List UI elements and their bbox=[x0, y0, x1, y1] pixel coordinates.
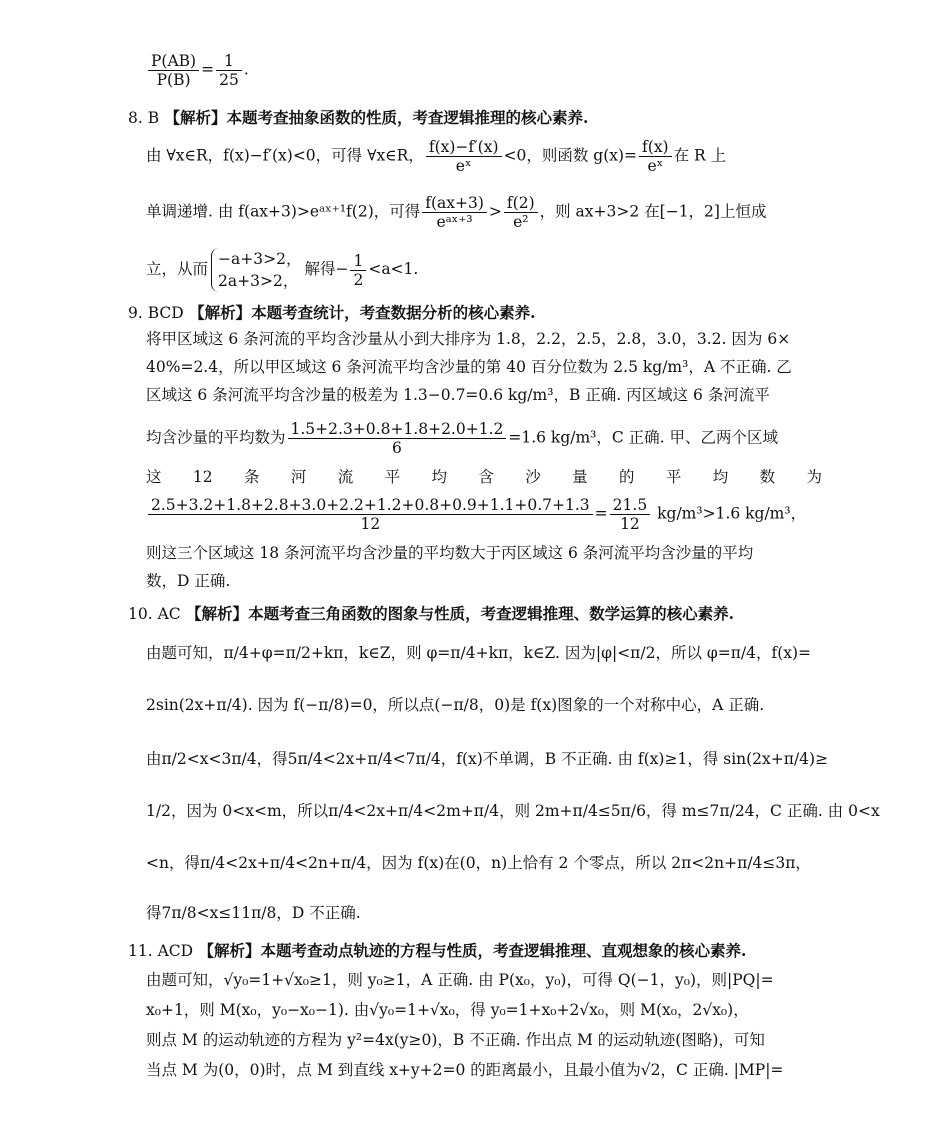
q8-half-fraction: $\frac{1}{2}$ bbox=[350, 252, 366, 289]
q9-line-5-justified: 这 12 条 河 流 平 均 含 沙 量 的 平 均 数 为 bbox=[146, 468, 822, 486]
q9-line-8: 数，D 正确. bbox=[146, 572, 231, 590]
q8-derivative-fraction: $\frac{f(x)-f'(x)}{\text{eˣ}}$ bbox=[426, 138, 502, 175]
q8-line-2: 单调递增. 由 f(ax+3)>eᵃˣ⁺¹f(2)，可得 $\frac{f(ax+3)}{\text{eᵃˣ⁺³}}$ > $\frac{f(2)}{\text{e²}}$ ，则 ax+3>2 在[−1，2]上恒成 bbox=[146, 194, 767, 231]
q8-g-fraction: $\frac{f(x)}{\text{eˣ}}$ bbox=[639, 138, 672, 175]
q8-right-fraction: $\frac{f(2)}{\text{e²}}$ bbox=[504, 194, 538, 231]
q8-line-1: 由 ∀x∈R，f(x)−f′(x)<0，可得 ∀x∈R， $\frac{f(x)-f'(x)}{\text{eˣ}}$ <0，则函数 g(x)= $\frac{f(x)}{\text{eˣ}}$ 在 R 上 bbox=[146, 138, 727, 175]
q8-left-fraction: $\frac{f(ax+3)}{\text{eᵃˣ⁺³}}$ bbox=[422, 194, 487, 231]
q8-inequality-system: −a+3>2， 2a+3>2， bbox=[211, 248, 301, 292]
q9-twelve-mean-fraction: $\frac{2.5+3.2+1.8+2.8+3.0+2.2+1.2+0.8+0.9+1.1+0.7+1.3}{12}$ bbox=[148, 496, 593, 533]
q11-line-4: 当点 M 为(0，0)时，点 M 到直线 x+y+2=0 的距离最小，且最小值为√2，C 正确. |MP|= bbox=[146, 1061, 784, 1079]
q11-heading: 11. ACD 【解析】本题考查动点轨迹的方程与性质，考查逻辑推理、直观想象的核心素养. bbox=[128, 941, 747, 960]
q10-line-4: 1/2，因为 0<x<m，所以π/4<2x+π/4<2m+π/4，则 2m+π/4≤5π/6，得 m≤7π/24，C 正确. 由 0<x bbox=[146, 802, 880, 820]
q8-heading: 8. B 【解析】本题考查抽象函数的性质，考查逻辑推理的核心素养. bbox=[128, 108, 589, 127]
q9-line-4: 均含沙量的平均数为 $\frac{1.5+2.3+0.8+1.8+2.0+1.2}{6}$ =1.6 kg/m³，C 正确. 甲、乙两个区域 bbox=[146, 420, 779, 457]
q9-line-6: $\frac{2.5+3.2+1.8+2.8+3.0+2.2+1.2+0.8+0.9+1.1+0.7+1.3}{12}$ = $\frac{21.5}{12}$ kg/m³>1.6 kg/m³， bbox=[146, 496, 806, 533]
q11-line-1: 由题可知，√y₀=1+√x₀≥1，则 y₀≥1，A 正确. 由 P(x₀，y₀)，可得 Q(−1，y₀)，则|PQ|= bbox=[146, 971, 774, 989]
q9-c-mean-fraction: $\frac{1.5+2.3+0.8+1.8+2.0+1.2}{6}$ bbox=[288, 420, 507, 457]
q9-line-1: 将甲区域这 6 条河流的平均含沙量从小到大排序为 1.8，2.2，2.5，2.8，3.0，3.2. 因为 6× bbox=[146, 330, 791, 348]
q10-line-3: 由π/2<x<3π/4，得5π/4<2x+π/4<7π/4，f(x)不单调，B 不正确. 由 f(x)≥1，得 sin(2x+π/4)≥ bbox=[146, 750, 829, 768]
probability-value-fraction: $\frac{1}{25}$ bbox=[216, 52, 242, 89]
q11-line-2: x₀+1，则 M(x₀，y₀−x₀−1). 由√y₀=1+√x₀，得 y₀=1+x₀+2√x₀，则 M(x₀，2√x₀)， bbox=[146, 1001, 749, 1019]
q10-line-2: 2sin(2x+π/4). 因为 f(−π/8)=0，所以点(−π/8，0)是 f(x)图象的一个对称中心，A 正确. bbox=[146, 696, 765, 714]
q10-heading: 10. AC 【解析】本题考查三角函数的图象与性质，考查逻辑推理、数学运算的核心素养. bbox=[128, 604, 734, 623]
q9-line-7: 则这三个区域这 18 条河流平均含沙量的平均数大于丙区域这 6 条河流平均含沙量的平均 bbox=[146, 544, 754, 562]
q11-line-3: 则点 M 的运动轨迹的方程为 y²=4x(y≥0)，B 不正确. 作出点 M 的运动轨迹(图略)，可知 bbox=[146, 1031, 765, 1049]
top-probability-line: $\frac{P(AB)}{P(B)}$ = $\frac{1}{25}$ . bbox=[146, 52, 249, 89]
q9-line-2: 40%=2.4，所以甲区域这 6 条河流平均含沙量的第 40 百分位数为 2.5 kg/m³，A 不正确. 乙 bbox=[146, 358, 792, 376]
q9-line-3: 区域这 6 条河流平均含沙量的极差为 1.3−0.7=0.6 kg/m³，B 正确. 丙区域这 6 条河流平 bbox=[146, 386, 770, 404]
conditional-probability-fraction: $\frac{P(AB)}{P(B)}$ bbox=[148, 52, 199, 89]
q10-line-6: 得7π/8<x≤11π/8，D 不正确. bbox=[146, 904, 361, 922]
q8-line-3: 立，从而 −a+3>2， 2a+3>2， 解得− $\frac{1}{2}$ <a<1. bbox=[146, 250, 419, 290]
q10-line-1: 由题可知，π/4+φ=π/2+kπ，k∈Z，则 φ=π/4+kπ，k∈Z. 因为|φ|<π/2，所以 φ=π/4，f(x)= bbox=[146, 644, 812, 662]
q9-heading: 9. BCD 【解析】本题考查统计，考查数据分析的核心素养. bbox=[128, 303, 536, 322]
q10-line-5: <n，得π/4<2x+π/4<2n+π/4，因为 f(x)在(0，n)上恰有 2 个零点，所以 2π<2n+π/4≤3π， bbox=[146, 854, 811, 872]
q9-result-fraction: $\frac{21.5}{12}$ bbox=[610, 496, 651, 533]
